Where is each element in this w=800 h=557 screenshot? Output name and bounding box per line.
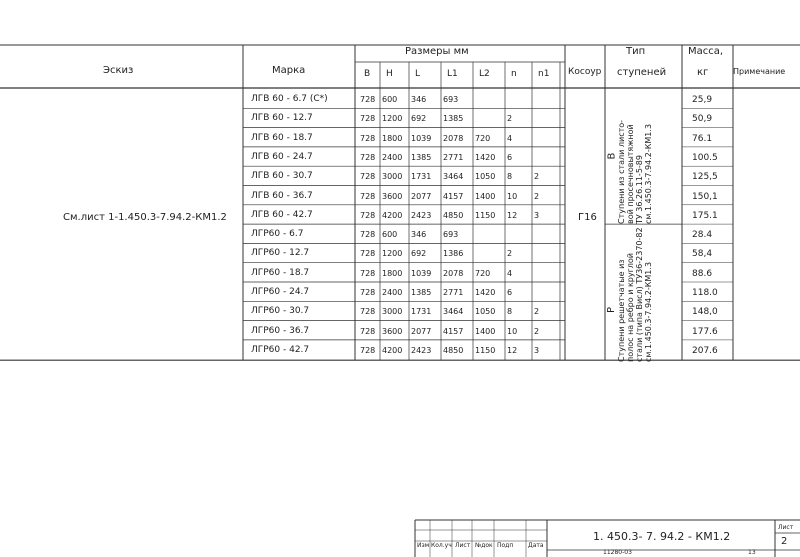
row-cell-B: 728 [360,345,376,355]
row-marka: ЛГР60 - 30.7 [251,306,310,317]
row-marka: ЛГР60 - 24.7 [251,287,310,297]
stamp-label-4: Подп [497,542,514,549]
row-cell-B: 728 [360,326,376,336]
row-cell-L: 1385 [411,288,432,297]
type-r-line-1: Ступени решетчатые из [617,259,626,362]
row-cell-L2: 1420 [475,152,496,162]
row-cell-H: 3000 [382,307,403,317]
row-cell-n: 2 [507,249,513,259]
row-cell-L: 1731 [411,172,432,182]
row-cell-L1: 693 [443,95,459,104]
row-cell-L2: 1420 [475,288,496,297]
type-text-v [617,120,653,224]
row-massa: 76.1 [692,133,713,144]
row-massa: 150,1 [692,191,718,202]
kosour-value: Г16 [578,212,597,223]
col-header-5: n [511,69,517,79]
row-cell-n: 8 [507,307,513,317]
row-cell-B: 728 [360,230,376,240]
row-cell-H: 2400 [382,152,403,162]
row-cell-H: 4200 [382,210,403,220]
row-marka: ЛГР60 - 36.7 [251,325,310,336]
row-cell-L1: 3464 [443,172,464,182]
row-cell-L1: 4850 [443,345,464,355]
row-marka: ЛГР60 - 6.7 [251,229,304,240]
row-cell-n1: 3 [534,210,540,220]
row-cell-L: 692 [411,114,427,124]
row-cell-L: 2423 [411,345,432,355]
row-cell-L1: 3464 [443,307,464,317]
row-cell-H: 1200 [382,114,403,124]
row-cell-L2: 1150 [475,345,496,355]
row-cell-H: 3600 [382,326,403,336]
row-marka: ЛГВ 60 - 30.7 [251,171,313,182]
stamp-list-label: Лист [778,524,794,531]
type-v-line-4: см.1.450.3-7.94.2-КМ1.3 [644,123,653,224]
row-cell-n: 10 [507,191,518,201]
row-cell-H: 3600 [382,191,403,201]
stamp-label-1: Кол.уч [431,542,452,549]
stamp-bottom-num: 13 [748,549,756,556]
row-marka: ЛГВ 60 - 24.7 [251,151,313,162]
stamp-list-value: 2 [781,536,788,547]
stamp-bottom-code: 11280-03 [603,549,632,556]
row-marka: ЛГВ 60 - 6.7 (С*) [251,94,328,104]
row-cell-n1: 2 [534,326,540,336]
row-cell-L2: 1400 [475,191,496,201]
row-cell-L: 2423 [411,210,432,220]
row-cell-L1: 1385 [443,114,464,124]
header-razmery: Размеры мм [405,46,469,57]
row-massa: 175.1 [692,210,718,221]
row-cell-n: 8 [507,172,513,182]
col-header-6: n1 [538,69,550,79]
row-cell-B: 728 [360,133,376,143]
row-cell-n1: 2 [534,172,540,182]
row-cell-L: 692 [411,249,427,259]
stamp-code: 1. 450.3- 7. 94.2 - КМ1.2 [593,530,731,543]
row-cell-L2: 720 [475,133,491,143]
header-massa-1: Масса, [688,46,724,57]
row-cell-B: 728 [360,249,376,259]
row-massa: 50,9 [692,114,713,125]
row-massa: 58,4 [692,249,713,260]
row-cell-H: 1800 [382,268,403,278]
row-cell-L1: 693 [443,230,459,240]
row-cell-B: 728 [360,95,376,104]
stamp-label-0: Изм [417,542,430,549]
row-cell-B: 728 [360,152,376,162]
row-cell-B: 728 [360,288,376,297]
type-v-line-1: Ступени из стали листо- [617,119,626,224]
row-cell-H: 600 [382,230,398,240]
row-cell-B: 728 [360,307,376,317]
row-cell-n: 12 [507,345,518,355]
row-marka: ЛГВ 60 - 12.7 [251,113,313,124]
row-cell-L1: 2078 [443,268,464,278]
row-cell-n: 6 [507,152,513,162]
type-v-line-3: ТУ 36.26.11-5-89 [635,155,644,224]
row-cell-L1: 4850 [443,210,464,220]
row-massa: 125,5 [692,172,718,183]
stamp-label-5: Дата [528,542,544,549]
row-marka: ЛГВ 60 - 42.7 [251,209,313,220]
col-header-3: L1 [447,69,458,79]
row-cell-n: 10 [507,326,518,336]
row-cell-n: 12 [507,210,518,220]
type-r-line-4: см.1.450.3-7.94.2-КМ1.3 [644,261,653,362]
row-cell-L1: 4157 [443,326,464,336]
row-marka: ЛГВ 60 - 36.7 [251,190,313,201]
header-marka: Марка [272,65,306,76]
col-header-1: H [386,69,393,79]
row-cell-n: 6 [507,288,513,297]
col-header-4: L2 [479,69,490,79]
row-cell-L1: 2771 [443,152,464,162]
row-cell-B: 728 [360,114,376,124]
row-marka: ЛГР60 - 12.7 [251,248,310,259]
row-massa: 177.6 [692,326,718,337]
row-cell-B: 728 [360,268,376,278]
row-cell-L2: 720 [475,268,491,278]
row-cell-H: 1800 [382,133,403,143]
row-cell-L: 2077 [411,326,432,336]
row-cell-B: 728 [360,191,376,201]
row-massa: 118.0 [692,288,718,298]
row-massa: 207.6 [692,345,718,356]
row-marka: ЛГР60 - 18.7 [251,267,310,278]
eskiz-reference: См.лист 1-1.450.3-7.94.2-КМ1.2 [63,212,227,223]
row-cell-H: 1200 [382,249,403,259]
row-cell-L: 2077 [411,191,432,201]
row-cell-H: 600 [382,95,398,104]
row-cell-L1: 1386 [443,249,464,259]
row-cell-L2: 1400 [475,326,496,336]
row-massa: 28.4 [692,230,713,241]
row-cell-n: 4 [507,268,513,278]
type-text-r [617,227,653,362]
row-cell-L2: 1050 [475,172,496,182]
row-cell-L: 346 [411,95,427,104]
row-cell-L: 1039 [411,133,432,143]
row-massa: 100.5 [692,152,718,163]
type-r-line-2: полос на ребро и круглой [626,253,635,362]
row-cell-L1: 4157 [443,191,464,201]
row-cell-n1: 2 [534,191,540,201]
header-tip-2: ступеней [617,67,667,78]
row-marka: ЛГР60 - 42.7 [251,344,310,355]
row-cell-L: 1731 [411,307,432,317]
row-cell-H: 2400 [382,288,403,297]
row-cell-B: 728 [360,210,376,220]
row-cell-L1: 2771 [443,288,464,297]
row-massa: 88.6 [692,268,713,279]
header-eskiz: Эскиз [103,65,134,76]
row-cell-L: 1385 [411,152,432,162]
row-cell-B: 728 [360,172,376,182]
row-cell-n1: 3 [534,345,540,355]
stamp-label-2: Лист [455,542,471,549]
row-marka: ЛГВ 60 - 18.7 [251,132,313,143]
row-cell-L: 1039 [411,268,432,278]
type-mark-v: В [606,152,618,160]
row-cell-L1: 2078 [443,133,464,143]
type-v-line-2: вой просечновытяжной [626,124,635,224]
row-cell-n1: 2 [534,307,540,317]
header-primechanie: Примечание [733,67,786,76]
row-cell-n: 2 [507,114,513,124]
col-header-0: B [364,69,371,79]
header-tip-1: Тип [626,46,646,57]
row-cell-L: 346 [411,230,427,240]
header-massa-2: кг [697,67,709,78]
row-massa: 25,9 [692,95,713,105]
row-cell-L2: 1050 [475,307,496,317]
header-kosour: Косоур [568,67,602,77]
row-cell-n: 4 [507,133,513,143]
row-massa: 148,0 [692,307,718,318]
row-cell-H: 3000 [382,172,403,182]
row-cell-L2: 1150 [475,210,496,220]
stamp-label-3: №док [475,542,493,549]
type-mark-r: Р [606,306,618,314]
type-r-line-3: стали (типа Висл) ТУ36-2370-82 [635,227,644,362]
row-cell-H: 4200 [382,345,403,355]
col-header-2: L [415,69,421,79]
